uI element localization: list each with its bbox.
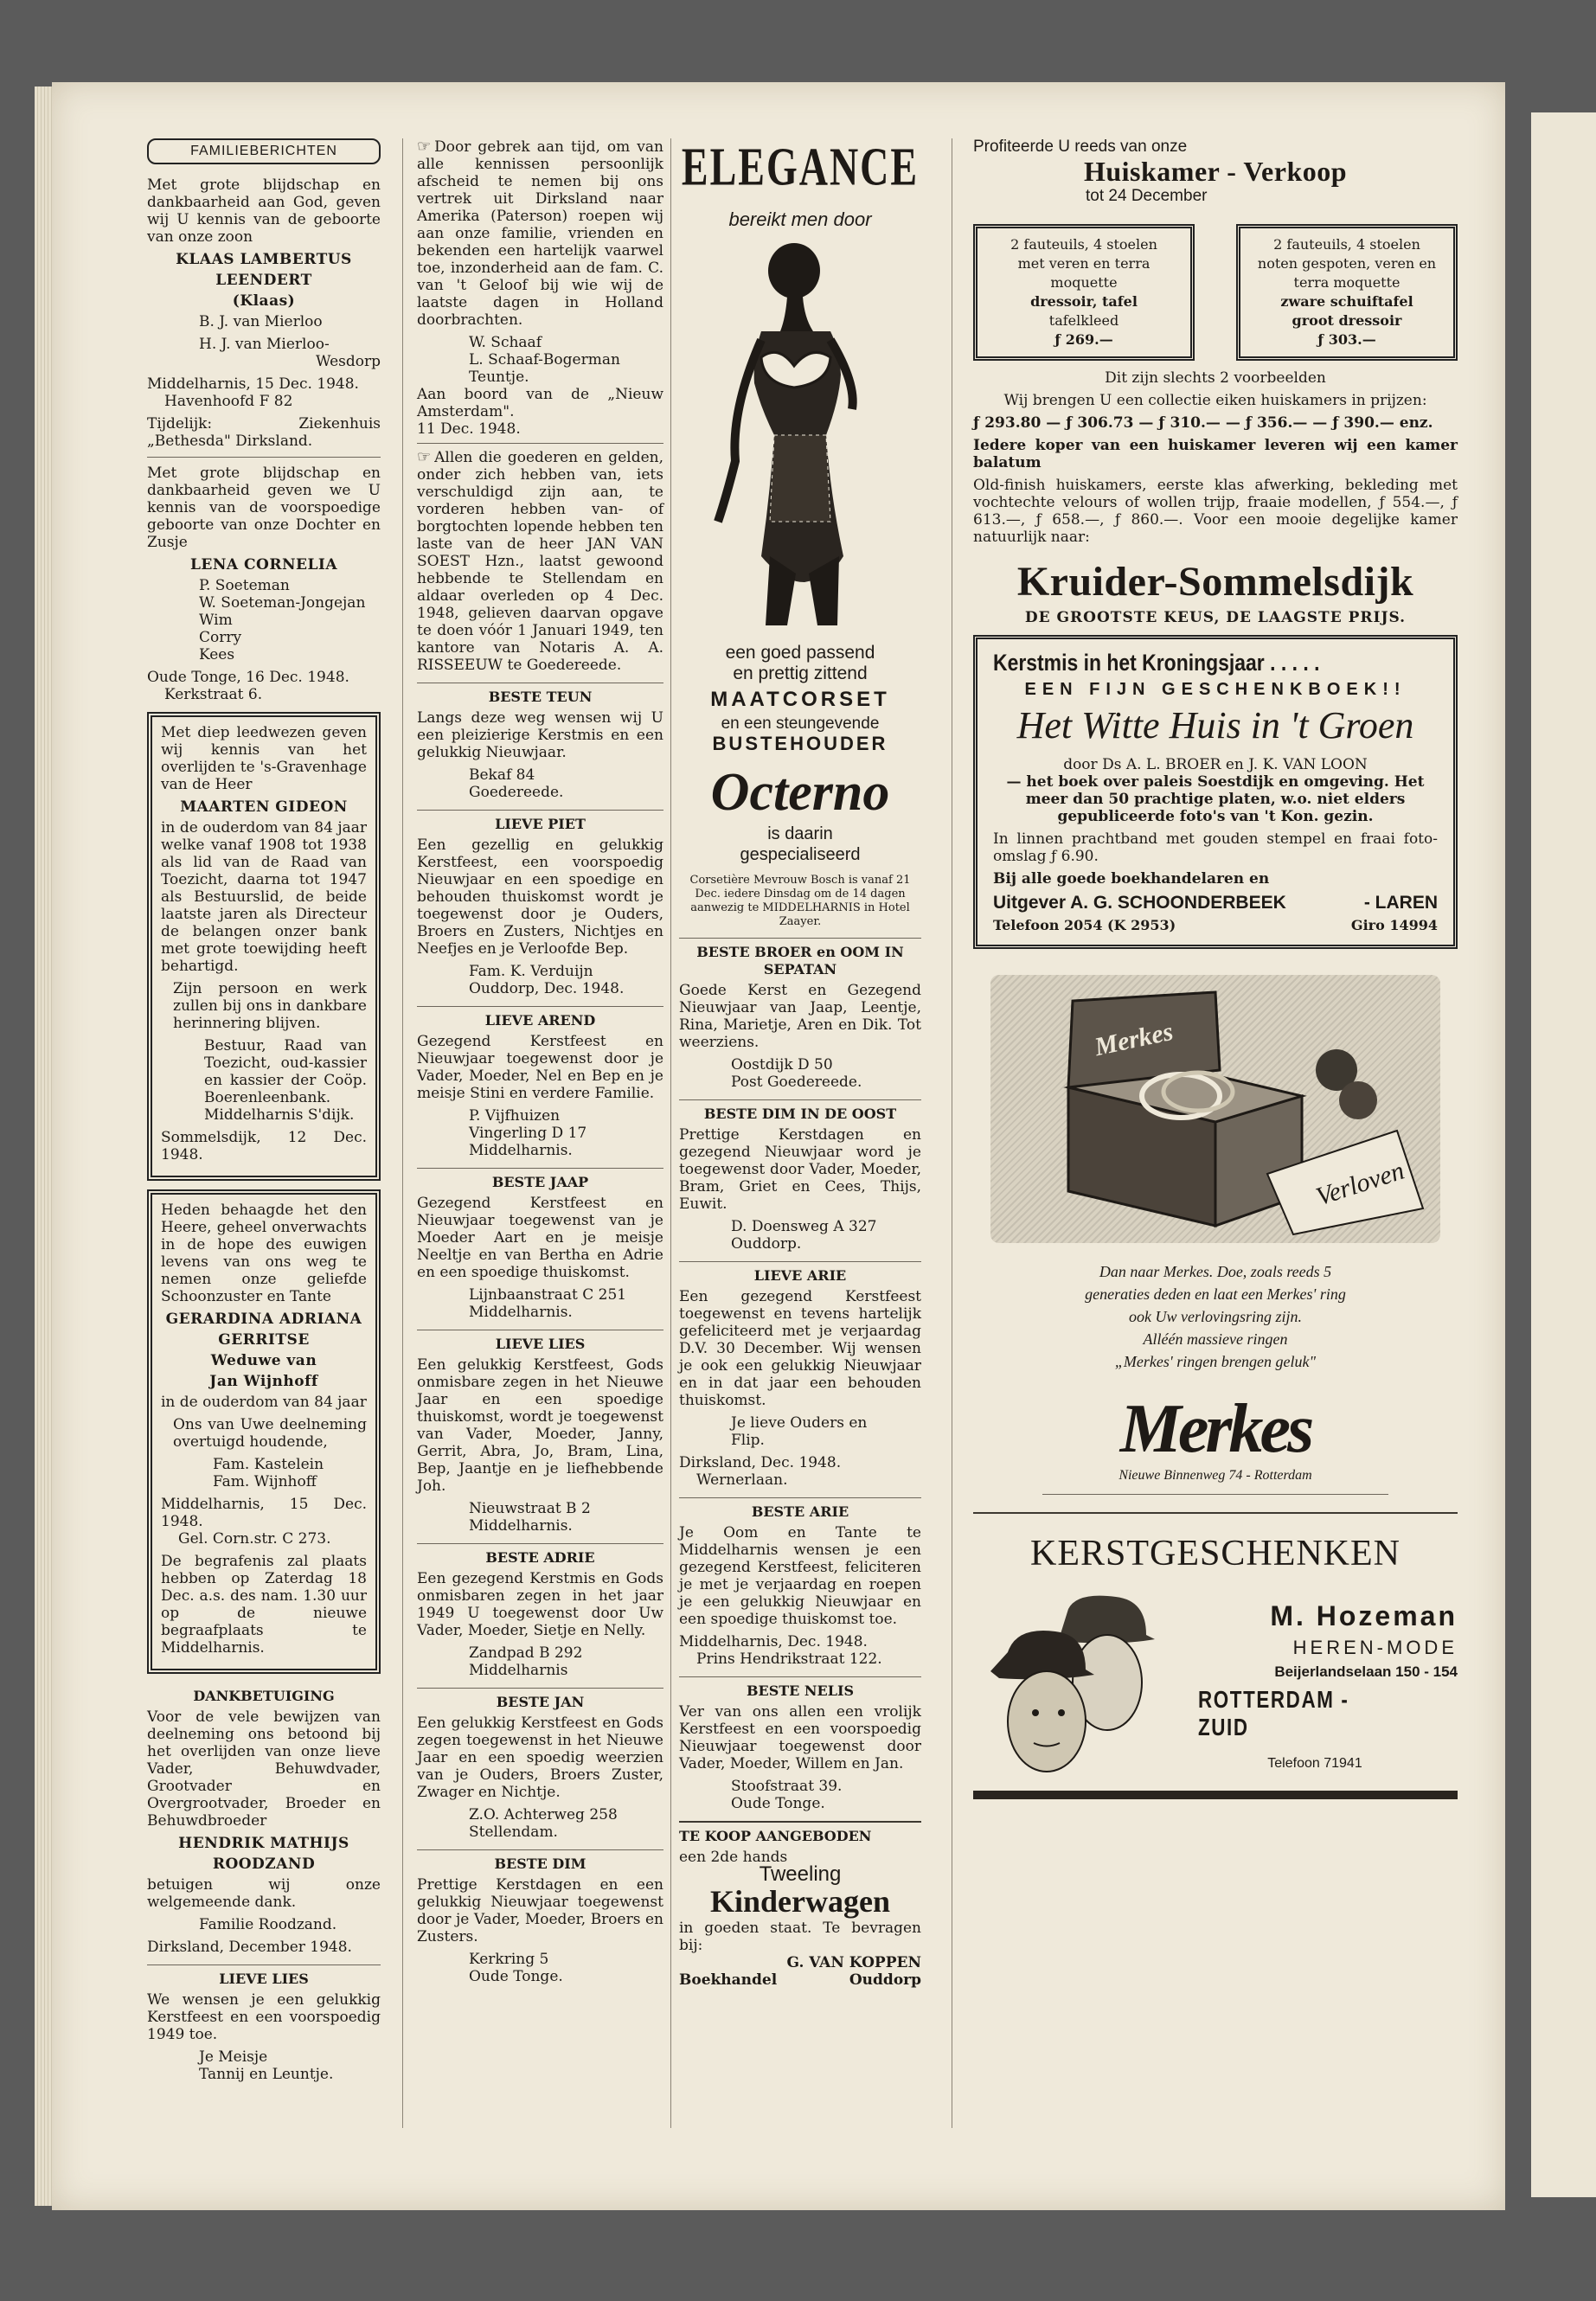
elegance-subtitle: bereikt men door [728, 208, 872, 230]
greeting-signature: Z.O. Achterweg 258 [469, 1806, 618, 1823]
greeting-place: Dirksland, Dec. 1948. [679, 1454, 842, 1471]
box-lid-label: Merkes [1092, 1016, 1176, 1062]
greeting-text: Prettige Kerstdagen en gezegend Nieuwjaar word je toegewenst door Vader, Moeder, Bram, Griet en Cees, Thijs, Euwit. [679, 1126, 921, 1213]
divider [1042, 1494, 1388, 1495]
greeting-signature: Tannij en Leuntje. [199, 2066, 334, 2083]
obituary-body: Ons van Uwe deelneming overtuigd houdende, [173, 1416, 367, 1451]
birth-notice-text: Met grote blijdschap en dankbaarheid aan God, geven wij U kennis van de geboorte van onze zoon [147, 176, 381, 246]
notice-address: Havenhoofd F 82 [164, 393, 293, 410]
hozeman-name: M. Hozeman [1270, 1600, 1458, 1631]
furniture-collection: Wij brengen U een collectie eiken huiskamers in prijzen: [1003, 392, 1427, 409]
birth-name: LENA CORNELIA [189, 556, 338, 574]
greeting-signature: Stoofstraat 39. [731, 1778, 843, 1795]
obituary-place: Middelharnis, 15 Dec. 1948. [161, 1496, 367, 1530]
hozeman-ad [973, 1592, 1458, 1773]
publisher-contact [993, 917, 1438, 934]
divider [147, 457, 381, 458]
greeting-text: Een gezegend Kerstmis en Gods onmisbaren zegen in het jaar 1949 U toegewenst door Uw Vader, Moeder, Sietje en Nelly. [417, 1570, 663, 1639]
for-sale-town: Ouddorp [849, 1971, 921, 1989]
obituary-text: Heden behaagde het den Heere, geheel onverwachts in de hope des euwigen levens van ons weg te nemen onze geliefde Schoonzuster en Tante [161, 1202, 367, 1305]
greeting-signature: Ouddorp, Dec. 1948. [469, 980, 625, 997]
farewell-signature: Teuntje. [469, 369, 529, 386]
obituary-place: Sommelsdijk, 12 Dec. 1948. [161, 1129, 367, 1163]
ring-box-illustration [990, 975, 1440, 1243]
greeting-signature: Kerkring 5 [469, 1951, 549, 1968]
notice-temp-address: Tijdelijk: Ziekenhuis „Bethesda" Dirksland. [147, 415, 381, 450]
for-sale-item-heading: Kinderwagen [709, 1884, 890, 1919]
greeting-signature: Ouddorp. [731, 1235, 802, 1253]
obituary-box [147, 712, 381, 1181]
thanks-name: HENDRIK MATHIJS [178, 1835, 349, 1852]
greeting-title: LIEVE AREND [417, 1006, 663, 1029]
hozeman-city: ROTTERDAM - ZUID [1198, 1686, 1349, 1740]
greeting-signature: Vingerling D 17 [469, 1125, 587, 1142]
box-line: terra moquette [1293, 274, 1401, 291]
greeting-title: BESTE JAAP [417, 1168, 663, 1191]
corsetiere-info: Corsetière Mevrouw Bosch is vanaf 21 Dec. iedere Dinsdag om de 14 dagen aanwezig te MIDDELHARNIS in Hotel Zaayer. [689, 874, 911, 928]
price-example-box [973, 224, 1195, 361]
greeting-signature: Oostdijk D 50 [731, 1056, 833, 1074]
column-family-notices [147, 138, 381, 2088]
column-display-ads [973, 138, 1458, 1799]
pointing-hand-icon: ☞ [417, 138, 432, 156]
signature: P. Soeteman [199, 577, 290, 594]
parent-name-cont: Wesdorp [316, 353, 381, 370]
birth-name-2: LEENDERT [215, 272, 312, 289]
hozeman-phone: Telefoon 71941 [1267, 1756, 1362, 1771]
obituary-name-2: GERRITSE [218, 1331, 310, 1349]
obituary-text: Met diep leedwezen geven wij kennis van het overlijden te 's-Gravenhage van de Heer [161, 724, 367, 793]
greeting-signature: Oude Tonge. [731, 1795, 825, 1812]
thanks-place: Dirksland, December 1948. [147, 1939, 352, 1956]
merkes-address: Nieuwe Binnenweg 74 - Rotterdam [1118, 1468, 1312, 1483]
greeting-title: BESTE TEUN [417, 683, 663, 706]
thanks-name-2: ROODZAND [212, 1856, 316, 1873]
column-rule [670, 138, 671, 2128]
furniture-until: tot 24 December [1086, 187, 1208, 205]
for-sale-sub: een 2de hands [679, 1849, 788, 1866]
greeting-signature: Middelharnis. [469, 1304, 573, 1321]
greeting-signature: D. Doensweg A 327 [731, 1218, 877, 1235]
obituary-widow: Weduwe van [210, 1352, 317, 1369]
book-author: door Ds A. L. BROER en J. K. VAN LOON [1063, 756, 1368, 773]
obituary-body: Zijn persoon en werk zullen bij ons in dankbare herinnering blijven. [173, 980, 367, 1032]
greeting-text: Ver van ons allen een vrolijk Kerstfeest en een voorspoedig Nieuwjaar toegewenst door Vader, Moeder, Willem en Jan. [679, 1703, 921, 1772]
greeting-text: Gezegend Kerstfeest en Nieuwjaar toegewenst door je Vader, Moeder, Nel en Bep en je meisje Stini en verdere Familie. [417, 1033, 663, 1102]
greeting-title: LIEVE ARIE [679, 1261, 921, 1285]
greeting-signature: P. Vijfhuizen [469, 1107, 561, 1125]
greeting-signature: Bekaf 84 [469, 766, 535, 784]
book-title: Het Witte Huis in 't Groen [1016, 704, 1414, 747]
furniture-intro: Profiteerde U reeds van onze [973, 138, 1188, 156]
greeting-title: BESTE DIM IN DE OOST [679, 1099, 921, 1123]
obituary-name: GERARDINA ADRIANA [165, 1311, 362, 1328]
farewell-date: 11 Dec. 1948. [417, 420, 521, 438]
greeting-text: Langs deze weg wensen wij U een pleizierige Kerstmis en een gelukkig Nieuwjaar. [417, 709, 663, 761]
greeting-title: BESTE ARIE [679, 1497, 921, 1521]
signature: Wim [199, 612, 233, 629]
ring-ad-line: generaties deden en laat een Merkes' ring [1085, 1285, 1346, 1303]
greeting-text: Je Oom en Tante te Middelharnis wensen je een gezegend Kerstfeest, feliciteren je met je verjaardag en roepen je een gelukkig Nieuwjaar en een spoedige thuiskomst toe. [679, 1524, 921, 1628]
signature: W. Soeteman-Jongejan [199, 594, 366, 612]
birth-name: KLAAS LAMBERTUS [176, 251, 352, 268]
greeting-signature: Fam. K. Verduijn [469, 963, 593, 980]
signature: Corry [199, 629, 242, 646]
box-line: groot dressoir [1292, 312, 1402, 329]
greeting-place: Middelharnis, Dec. 1948. [679, 1633, 868, 1650]
parent-name: B. J. van Mierloo [199, 313, 323, 330]
elegance-line: en een steungevende [721, 715, 880, 733]
box-line: met veren en terra [1017, 255, 1151, 272]
hozeman-details [1172, 1592, 1458, 1773]
farewell-text: Door gebrek aan tijd, om van alle kennissen persoonlijk afscheid te nemen bij ons vertrek uit Dirksland naar Amerika (Paterson) roepen wij aan onze familie, vrienden en bekenden een hartelijk vaarwel toe, inzonderheid aan de fam. C. van 't Geloof bij wie wij de laatste dagen in Holland doorbrachten. [417, 138, 663, 329]
greeting-signature: Flip. [731, 1432, 765, 1449]
book-ad-sub: EEN FIJN GESCHENKBOEK!! [1024, 680, 1407, 699]
book-description: — het boek over paleis Soestdijk en omgeving. Het meer dan 50 prachtige platen, w.o. niet elders gepubliceerde foto's van 't Kon. gezin. [1006, 773, 1425, 825]
greeting-signature: Middelharnis [469, 1662, 568, 1679]
box-price: ƒ 269.— [1054, 331, 1113, 348]
ring-ad-line: ook Uw verlovingsring zijn. [1129, 1308, 1302, 1325]
box-line: moquette [1050, 274, 1118, 291]
box-line: tafelkleed [1048, 312, 1119, 329]
furniture-heading: Huiskamer - Verkoop [1083, 156, 1348, 187]
section-header: FAMILIEBERICHTEN [147, 138, 381, 164]
obituary-signature: Fam. Kastelein [213, 1456, 324, 1473]
greeting-text: Goede Kerst en Gezegend Nieuwjaar van Jaap, Leentje, Rina, Marietje, Aren en Dik. Tot weerziens. [679, 982, 921, 1051]
divider [417, 443, 663, 444]
card-label: Verloven [1312, 1156, 1408, 1212]
furniture-bonus: Iedere koper van een huiskamer leveren wij een kamer balatum [973, 437, 1458, 471]
thanks-body: betuigen wij onze welgemeende dank. [147, 1876, 381, 1911]
elegance-line: en prettig zittend [733, 663, 868, 683]
farewell-signature: W. Schaaf [469, 334, 542, 351]
price-example-box [1236, 224, 1458, 361]
gifts-heading: KERSTGESCHENKEN [973, 1512, 1458, 1574]
two-men-hats-illustration [973, 1592, 1172, 1773]
for-sale-contact: G. VAN KOPPEN [786, 1954, 921, 1971]
box-line: 2 fauteuils, 4 stoelen [1273, 236, 1420, 253]
column-corset-ad [679, 138, 921, 1994]
maatcorset-heading: MAATCORSET [710, 688, 890, 711]
furniture-examples-note: Dit zijn slechts 2 voorbeelden [1105, 369, 1326, 387]
octerno-logo: Octerno [710, 763, 890, 822]
elegance-line: gespecialiseerd [740, 845, 861, 864]
thanks-text: Voor de vele bewijzen van deelneming ons betoond bij het overlijden van onze lieve Vader, Behuwdvader, Grootvader en Overgrootvader, Broeder en Behuwdbroeder [147, 1708, 381, 1830]
box-line: 2 fauteuils, 4 stoelen [1010, 236, 1157, 253]
thanks-title: DANKBETUIGING [193, 1688, 335, 1704]
greeting-signature: Je lieve Ouders en [731, 1414, 868, 1432]
greeting-title: LIEVE LIES [147, 1965, 381, 1988]
for-sale-item: Tweeling [759, 1862, 842, 1886]
obituary-signature: Bestuur, Raad van Toezicht, oud-kassier en kassier der Coöp. Boerenleenbank. Middelharnis S'dijk. [204, 1037, 367, 1124]
greeting-signature: Middelharnis. [469, 1517, 573, 1535]
publisher-town: - LAREN [1363, 893, 1438, 913]
greeting-address: Prins Hendrikstraat 122. [696, 1650, 882, 1668]
greeting-signature: Post Goedereede. [731, 1074, 862, 1091]
farewell-ship: Aan boord van de „Nieuw Amsterdam". [417, 386, 663, 420]
pointing-hand-icon: ☞ [417, 448, 432, 466]
signature: Kees [199, 646, 235, 663]
elegance-title: ELEGANCE [681, 137, 920, 196]
book-ad-heading: Kerstmis in het Kroningsjaar . . . . . [993, 650, 1320, 676]
birth-notice-text: Met grote blijdschap en dankbaarheid geven we U kennis van de voorspoedige geboorte van onze Dochter en Zusje [147, 465, 381, 551]
obituary-box [147, 1189, 381, 1674]
ring-ad-text [973, 1260, 1458, 1373]
greeting-signature: Oude Tonge. [469, 1968, 563, 1985]
page-edge [35, 87, 54, 2206]
publisher-giro: Giro 14994 [1350, 917, 1438, 933]
box-line: zware schuiftafel [1280, 293, 1413, 310]
box-line: noten gespoten, veren en [1257, 255, 1437, 272]
notary-notice: Allen die goederen en gelden, onder zich hebben van, iets verschuldigd zijn aan, te vorderen hebben van- of borgtochten lopende hebben ten laste van de heer JAN VAN SOEST Hzn., laatst gewoond hebbende te Stellendam en aldaar overleden op 4 Dec. 1948, gelieven daarvan opgave te doen vóór 1 Januari 1949, ten kantore van Notaris A. A. RISSEEUW te Goedereede. [417, 449, 663, 674]
greeting-text: Een gelukkig Kerstfeest en Gods zegen toegewenst in het Nieuwe Jaar en een spoedig weerzien van je Ouders, Broers Zuster, Zwager en Nichtje. [417, 1715, 663, 1801]
book-ad-box [973, 635, 1458, 949]
greeting-signature: Je Meisje [199, 2048, 268, 2066]
ring-ad-line: „Merkes' ringen brengen geluk" [1114, 1353, 1317, 1370]
ring-ad-line: Alléén massieve ringen [1143, 1330, 1288, 1348]
greeting-title: LIEVE PIET [417, 810, 663, 833]
bottom-rule [973, 1791, 1458, 1799]
greeting-text: We wensen je een gelukkig Kerstfeest en een voorspoedig 1949 toe. [147, 1991, 381, 2043]
greeting-signature: Lijnbaanstraat C 251 [469, 1286, 627, 1304]
parent-name: H. J. van Mierloo- [199, 336, 330, 353]
greeting-text: Gezegend Kerstfeest en Nieuwjaar toegewenst van je Moeder Aart en je meisje Neeltje en van Bertha en Adrie en een spoedige thuiskomst. [417, 1195, 663, 1281]
funeral-info: De begrafenis zal plaats hebben op Zaterdag 18 Dec. a.s. des nam. 1.30 uur op de nieuwe begraafplaats te Middelharnis. [161, 1553, 367, 1657]
adjacent-page-edge [1531, 112, 1596, 2197]
obituary-address: Gel. Corn.str. C 273. [178, 1530, 331, 1548]
for-sale-title: TE KOOP AANGEBODEN [679, 1821, 921, 1845]
thanks-signature: Familie Roodzand. [199, 1916, 337, 1933]
greeting-text: Een gelukkig Kerstfeest, Gods onmisbare zegen in het Nieuwe Jaar en een spoedige thuiskomst, wordt je toegewenst van Vader, Moeder, Janny, Gerrit, Abra, Jo, Bram, Lina, Bep, Jaantje en je liefhebbende Joh. [417, 1356, 663, 1495]
for-sale-shop: Boekhandel [679, 1971, 778, 1989]
publisher-name: Uitgever A. G. SCHOONDERBEEK [993, 893, 1286, 913]
notice-place: Middelharnis, 15 Dec. 1948. [147, 375, 359, 393]
notice-place: Oude Tonge, 16 Dec. 1948. [147, 669, 349, 686]
obituary-name: MAARTEN GIDEON [180, 798, 348, 816]
elegance-line: is daarin [767, 824, 833, 843]
obituary-signature: Fam. Wijnhoff [213, 1473, 317, 1490]
greeting-signature: Stellendam. [469, 1823, 558, 1841]
birth-nickname: (Klaas) [232, 292, 296, 310]
greeting-address: Wernerlaan. [696, 1471, 788, 1489]
kruider-tagline: DE GROOTSTE KEUS, DE LAAGSTE PRIJS. [1024, 609, 1407, 626]
greeting-title: BESTE BROER en OOM IN SEPATAN [679, 938, 921, 978]
greeting-text: Prettige Kerstdagen en een gelukkig Nieuwjaar toegewenst door je Vader, Moeder, Broers en Zusters. [417, 1876, 663, 1945]
publisher-line [993, 893, 1438, 913]
hozeman-category: HEREN-MODE [1292, 1637, 1458, 1658]
greeting-signature: Nieuwstraat B 2 [469, 1500, 591, 1517]
corset-figure-illustration [701, 236, 900, 643]
column-announcements [417, 138, 663, 1990]
book-shops: Bij alle goede boekhandelaren en [993, 870, 1270, 888]
greeting-title: BESTE ADRIE [417, 1543, 663, 1567]
greeting-text: Een gezellig en gelukkig Kerstfeest, een voorspoedig Nieuwjaar en een spoedige en behouden thuiskomst wordt je toegewenst door je Ouders, Broers en Zusters, Nichtjes en Neefjes en je Verloofde Bep. [417, 836, 663, 958]
greeting-text: Een gezegend Kerstfeest toegewenst en tevens hartelijk gefeliciteerd met je verjaardag D.V. 30 December. Wij wensen je ook een gelukkig Nieuwjaar en in dat jaar een behouden thuiskomst. [679, 1288, 921, 1409]
ring-ad-line: Dan naar Merkes. Doe, zoals reeds 5 [1099, 1263, 1332, 1280]
price-examples [973, 224, 1458, 361]
bustehouder-heading: BUSTEHOUDER [712, 733, 888, 754]
furniture-finish: Old-finish huiskamers, eerste klas afwerking, bekleding met vochtechte velours of wollen trijp, fraaie modellen, ƒ 554.—, ƒ 613.—, ƒ 658.—, ƒ 860.—. Voor een mooie degelijke kamer natuurlijk naar: [973, 477, 1458, 546]
greeting-title: BESTE NELIS [679, 1676, 921, 1700]
obituary-husband: Jan Wijnhoff [209, 1373, 318, 1390]
greeting-signature: Goedereede. [469, 784, 564, 801]
greeting-title: BESTE JAN [417, 1688, 663, 1711]
greeting-signature: Middelharnis. [469, 1142, 573, 1159]
notice-address: Kerkstraat 6. [164, 686, 263, 703]
farewell-signature: L. Schaaf-Bogerman [469, 351, 620, 369]
box-price: ƒ 303.— [1317, 331, 1376, 348]
publisher-phone: Telefoon 2054 (K 2953) [993, 917, 1176, 933]
elegance-line: een goed passend [725, 643, 875, 663]
greeting-signature: Zandpad B 292 [469, 1644, 583, 1662]
greeting-title: LIEVE LIES [417, 1330, 663, 1353]
kruider-logo: Kruider-Sommelsdijk [1016, 559, 1414, 605]
obituary-age: in de ouderdom van 84 jaar [161, 1394, 367, 1411]
column-rule [402, 138, 403, 2128]
ring-box-graphic [990, 975, 1440, 1243]
obituary-body: in de ouderdom van 84 jaar welke vanaf 1908 tot 1938 als lid van de Raad van Toezicht, daarna tot 1947 als Bestuurslid, de beide laatste jaren als Directeur de belangen onzer bank met grote toewijding heeft behartigd. [161, 819, 367, 975]
merkes-logo: Merkes [1119, 1391, 1311, 1467]
box-line: dressoir, tafel [1030, 293, 1138, 310]
greeting-title: BESTE DIM [417, 1849, 663, 1873]
hozeman-address: Beijerlandselaan 150 - 154 [1274, 1663, 1458, 1680]
for-sale-text: in goeden staat. Te bevragen bij: [679, 1920, 921, 1954]
furniture-prices: ƒ 293.80 — ƒ 306.73 — ƒ 310.— — ƒ 356.— — ƒ 390.— enz. [973, 414, 1433, 432]
book-binding: In linnen prachtband met gouden stempel en fraai foto-omslag ƒ 6.90. [993, 830, 1438, 865]
